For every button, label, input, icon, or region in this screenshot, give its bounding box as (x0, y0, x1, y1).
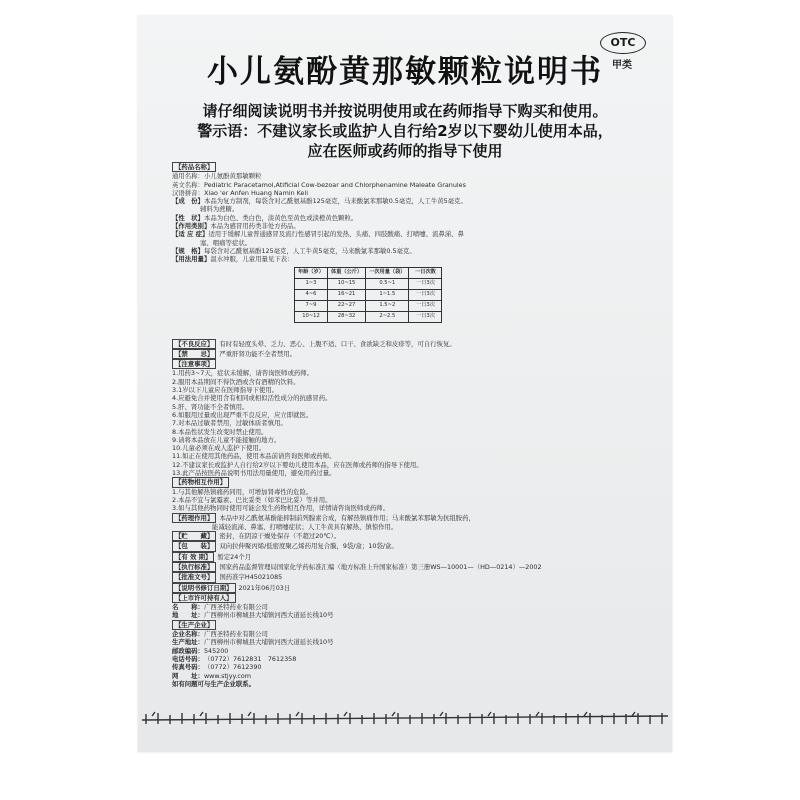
mfr-website-line: 网 址：www.stjyy.com (172, 671, 252, 680)
generic-name-line: 通用名称：小儿氨酚黄那敏颗粒 (172, 172, 262, 181)
dosage-cell: 16~21 (328, 289, 366, 300)
mfr-name-line: 企业名称：广西圣特药业有限公司 (172, 630, 268, 639)
dosage-table (294, 267, 442, 323)
dosage-table-header (295, 267, 442, 278)
prop-line-excipients: 辅料为蔗糖。 (200, 205, 239, 214)
mfr-fax-line: 传真号码：（0772）7612390 (172, 663, 262, 672)
caution-item: 8.本品性状发生改变时禁止使用。 (172, 427, 268, 436)
mfr-address-line: 生产地址：广西柳州市柳城县大埔镇河西大道延长线10号 (172, 638, 334, 647)
dosage-cell: 10~15 (328, 278, 366, 289)
document-title: 小儿氨酚黄那敏颗粒说明书 (207, 54, 603, 90)
holder-address-line: 地 址：广西柳州市柳城县大埔镇河西大道延长线10号 (172, 611, 334, 620)
caution-item: 13.此产品按医药品说明书用法用量使用，避免用药过量。 (172, 469, 336, 478)
dosage-header-cell: 年龄（岁） (295, 267, 328, 278)
section-heading-interactions: 【药物相互作用】 (172, 477, 642, 487)
revision-date-line: 【说明书修订日期】 2021年06月03日 (172, 583, 642, 593)
decorative-bottom-border (138, 704, 672, 730)
pharmacology-line: 【药理作用】 本品中对乙酰氨基酚能抑制前列腺素合成，有解热镇痛作用；马来酸氯苯那敏为抗组胺药， (172, 513, 642, 523)
caution-item: 6.如服用过量或出现严重不良反应，应立即就医。 (172, 410, 313, 419)
section-heading-manufacturer: 【生产企业】 (172, 620, 642, 630)
prop-line-ingredients: 【成 份】本品为复方制剂，每袋含对乙酰氨基酚125毫克，马来酸氯苯那敏0.5毫克，人工牛黄5毫克。 (172, 197, 467, 206)
caution-item: 10.儿童必须在成人监护下使用。 (172, 444, 266, 453)
dosage-cell: 2~2.5 (366, 311, 409, 322)
caution-item: 9.请将本品放在儿童不能接触的地方。 (172, 435, 281, 444)
dosage-cell: 1~3 (295, 278, 328, 289)
prop-line-category: 【作用类别】本品为感冒用药类非处方药品。 (172, 222, 300, 231)
adverse-reactions-line: 【不良反应】 有时有轻度头晕、乏力、恶心、上腹不适、口干、食欲缺乏和皮疹等，可自行恢复。 (172, 339, 642, 349)
mfr-postcode-line: 邮政编码：545200 (172, 646, 229, 655)
prop-line-indications: 【适 应 症】适用于缓解儿童普通感冒及流行性感冒引起的发热、头痛、四肢酸痛、打喷嚏、流鼻涕、鼻 (172, 230, 465, 239)
leaflet-body (172, 162, 642, 688)
dosage-cell: 10~12 (295, 311, 328, 322)
storage-line: 【贮 藏】 密封，在阴凉干燥处保存（不超过20℃）。 (172, 531, 642, 541)
contact-note: 如有问题可与生产企业联系。 (172, 679, 256, 688)
contraindications-line: 【禁 忌】 严重肝肾功能不全者禁用。 (172, 349, 642, 359)
dosage-cell: 1.5~2 (366, 300, 409, 311)
dosage-cell: 一日3次 (409, 311, 442, 322)
interaction-item: 2.本品不宜与氯霉素、巴比妥类（如苯巴比妥）等并用。 (172, 495, 332, 504)
english-name-line: 英文名称：Pediatric Paracetamol,Atificial Cow-bezoar and Chlorphenamine Maleate Granules (172, 180, 466, 189)
caution-item: 7.对本品过敏者禁用，过敏体质者慎用。 (172, 419, 287, 428)
dosage-cell: 7~9 (295, 300, 328, 311)
warning-line-3: 应在医师或药师的指导下使用 (307, 142, 503, 160)
section-heading-name: 【药品名称】 (172, 162, 642, 172)
dosage-header-cell: 一次用量（袋） (366, 267, 409, 278)
prop-line-indications-cont: 塞、咽痛等症状。 (200, 238, 252, 247)
otc-badge: OTC (600, 32, 646, 54)
caution-item: 2.服用本品期间不得饮酒或含有酒精的饮料。 (172, 377, 300, 386)
dosage-cell: 一日3次 (409, 300, 442, 311)
dosage-header-cell: 体重（公斤） (328, 267, 366, 278)
section-heading-cautions: 【注意事项】 (172, 359, 642, 369)
dosage-cell: 28~32 (328, 311, 366, 322)
dosage-cell: 22~27 (328, 300, 366, 311)
caution-item: 3.1岁以下儿童应在医师指导下使用。 (172, 386, 279, 395)
prop-line-spec: 【规 格】每袋含对乙酰氨基酚125毫克，人工牛黄5毫克，马来酸氯苯那敏0.5毫克。 (172, 246, 416, 255)
dosage-cell: 0.5~1 (366, 278, 409, 289)
prop-line-appearance: 【性 状】本品为白色、类白色，淡黄色至黄色或淡橙黄色颗粒。 (172, 213, 358, 222)
dosage-cell: 一日3次 (409, 289, 442, 300)
mfr-phone-line: 电话号码：（0772）7612831 7612358 (172, 654, 297, 663)
table-row (295, 278, 442, 289)
approval-number-line: 【批准文号】 国药准字H45021085 (172, 572, 642, 582)
caution-item: 12.不建议家长或监护人自行给2岁以下婴幼儿使用本品，应在医师或药师的指导下使用。 (172, 460, 423, 469)
otc-class-label: 甲类 (612, 60, 632, 71)
pharmacology-line-cont: 能减轻流涕、鼻塞、打喷嚏症状；人工牛黄具有解热、镇惊作用。 (212, 522, 398, 531)
table-row (295, 289, 442, 300)
caution-item: 11.如正在使用其他药品，使用本品前请咨询医师或药师。 (172, 452, 336, 461)
dosage-cell: 一日3次 (409, 278, 442, 289)
dosage-cell: 1~1.5 (366, 289, 409, 300)
caution-item: 4.应避免合并使用含有相同或相似活性成分的抗感冒药。 (172, 394, 332, 403)
warning-line-2: 警示语：不建议家长或监护人自行给2岁以下婴幼儿使用本品， (197, 122, 613, 140)
prop-line-usage: 【用法用量】温水冲服，儿童用量见下表： (172, 255, 294, 264)
validity-line: 【有 效 期】 暂定24个月 (172, 552, 642, 562)
pinyin-name-line: 汉语拼音：Xiao 'er Anfen Huang Namin Keli (172, 188, 309, 197)
package-line: 【包 装】 双向拉伸聚丙烯/低密度聚乙烯药用复合膜，9袋/盒；10袋/盒。 (172, 541, 642, 551)
section-heading-holder: 【上市许可持有人】 (172, 593, 642, 603)
dosage-header-cell: 一日次数 (409, 267, 442, 278)
standard-line: 【执行标准】 国家药品监督管理局国家化学药标准汇编（地方标准上升国家标准）第三册WS—10001—（HD—0214）—2002 (172, 562, 642, 572)
notice-line-1: 请仔细阅读说明书并按说明使用或在药师指导下购买和使用。 (202, 102, 608, 120)
instruction-leaflet (138, 16, 672, 752)
dosage-cell: 4~6 (295, 289, 328, 300)
table-row (295, 311, 442, 322)
interaction-item: 3.如与其他药物同时使用可能会发生药物相互作用，详情请咨询医师或药师。 (172, 504, 389, 513)
caution-item: 1.用药3~7天，症状未缓解，请咨询医师或药师。 (172, 369, 314, 378)
table-row (295, 300, 442, 311)
caution-item: 5.肝、肾功能不全者慎用。 (172, 402, 249, 411)
holder-name-line: 名 称：广西圣特药业有限公司 (172, 603, 268, 612)
interaction-item: 1.与其他解热镇痛药同用，可增加肾毒性的危险。 (172, 487, 313, 496)
